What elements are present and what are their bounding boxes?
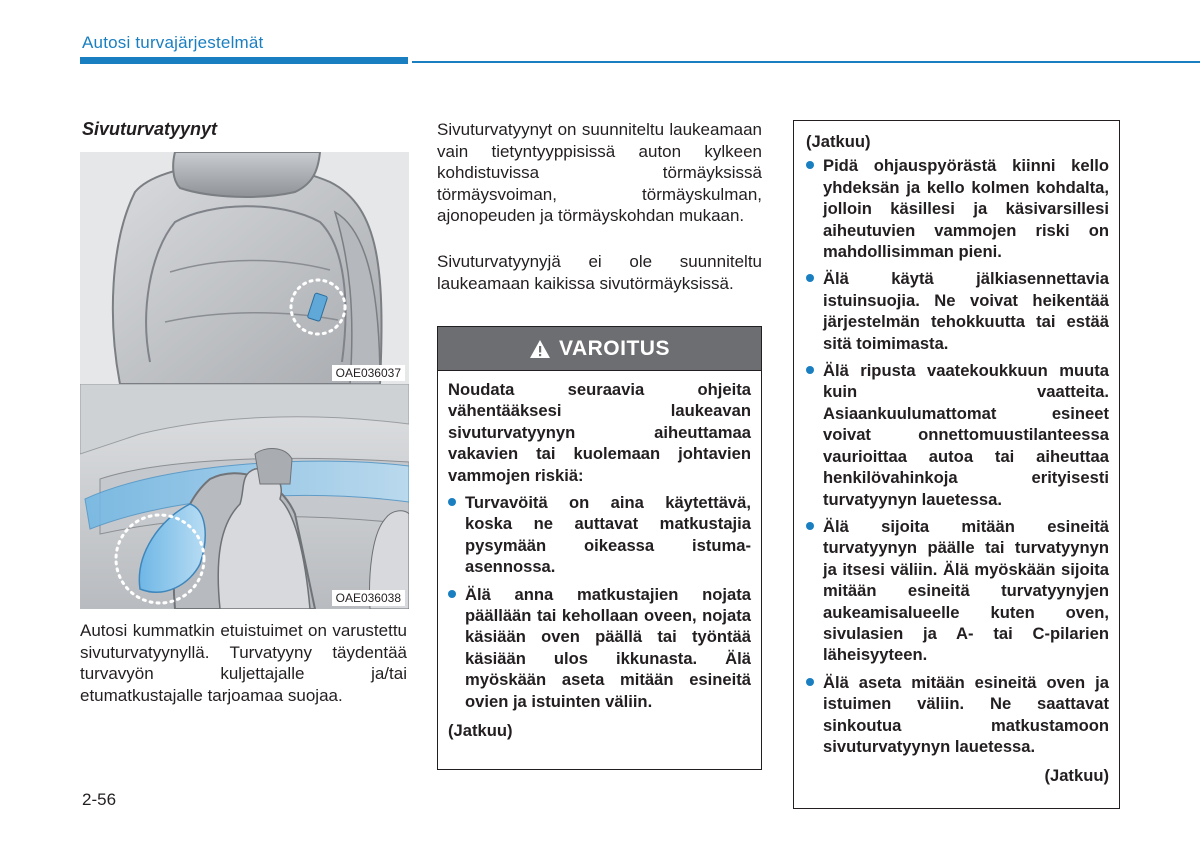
warning-box	[437, 326, 762, 770]
figure-seat-airbag	[80, 152, 409, 384]
continued-heading: (Jatkuu)	[806, 132, 871, 151]
warning-header	[438, 327, 761, 371]
bullet-icon	[806, 522, 814, 530]
bullet-icon	[448, 498, 456, 506]
bullet-icon	[806, 161, 814, 169]
continued-list	[806, 155, 1109, 757]
warning-list	[448, 492, 751, 712]
figure-code: OAE036037	[332, 365, 405, 381]
header-rule-thick	[80, 57, 408, 64]
continued-item: Älä käytä jälkiasennettavia istuinsuojia. Ne voivat heikentää järjestelmän tehokkuutta tai estää sitä toimimasta.	[806, 268, 1109, 354]
warning-title: VAROITUS	[559, 336, 670, 360]
left-paragraph: Autosi kummatkin etuistuimet on varustettu sivuturvatyynyllä. Turvatyyny täydentää turvavyön kuljettajalle ja/tai etumatkustajalle tarjoamaa suojaa.	[80, 621, 407, 705]
continued-box-continued: (Jatkuu)	[1044, 766, 1109, 786]
continued-item: Pidä ohjauspyörästä kiinni kello yhdeksän ja kello kolmen kohdalta, jolloin käsillesi ja käsivarsillesi aiheutuvien vammojen riski on mahdollisimman pieni.	[806, 155, 1109, 262]
bullet-icon	[806, 678, 814, 686]
header-rule-thin	[412, 61, 1200, 63]
figure-code: OAE036038	[332, 590, 405, 606]
middle-paragraph-2: Sivuturvatyynyjä ei ole suunniteltu laukeamaan kaikissa sivutörmäyksissä.	[437, 252, 762, 293]
warning-triangle-icon	[529, 339, 551, 359]
warning-item: Älä anna matkustajien nojata päällään tai kehollaan oveen, nojata käsiään oven päällä tai työntää käsiään ulos ikkunasta. Älä myöskään aseta mitään esineitä ovien ja istuinten väliin.	[448, 584, 751, 712]
warning-intro: Noudata seuraavia ohjeita vähentääksesi laukeavan sivuturvatyynyn aiheuttamaa vakavien tai kuolemaan johtavien vammojen riskiä:	[448, 380, 751, 485]
figure-deployed-airbag	[80, 384, 409, 609]
warning-continued: (Jatkuu)	[448, 721, 513, 741]
continued-item: Älä sijoita mitään esineitä turvatyynyn päälle tai turvatyynyn ja itsesi väliin. Älä myöskään sijoita mitään esineitä turvatyynyjen aukeamisalueelle kuten oven, sivulasien ja A- tai C-pilarien läheisyyteen.	[806, 516, 1109, 666]
seat-illustration	[80, 152, 409, 384]
continued-box	[793, 120, 1120, 809]
middle-paragraph-1: Sivuturvatyynyt on suunniteltu laukeamaan vain tietyntyyppisissä auton kylkeen kohdistuvissa törmäyksissä törmäysvoiman, törmäyskulman, ajonopeuden ja törmäyskohdan mukaan.	[437, 120, 762, 225]
section-heading: Sivuturvatyynyt	[82, 119, 218, 139]
bullet-icon	[806, 366, 814, 374]
bullet-icon	[448, 590, 456, 598]
warning-item: Turvavöitä on aina käytettävä, koska ne auttavat matkustajia pysymään oikeassa istuma-asennossa.	[448, 492, 751, 578]
page-header-title: Autosi turvajärjestelmät	[82, 33, 264, 52]
continued-item: Älä aseta mitään esineitä oven ja istuimen väliin. Ne saattavat sinkoutua matkustamoon sivuturvatyynyn lauetessa.	[806, 672, 1109, 758]
airbag-deployment-illustration	[80, 384, 409, 609]
continued-item: Älä ripusta vaatekoukkuun muuta kuin vaatteita. Asiaankuulumattomat esineet voivat onnettomuustilanteessa vaurioittaa autoa tai aiheuttaa henkilövahinkoja erityisesti turvatyynyn lauetessa.	[806, 360, 1109, 510]
page-number: 2-56	[82, 790, 117, 809]
bullet-icon	[806, 274, 814, 282]
